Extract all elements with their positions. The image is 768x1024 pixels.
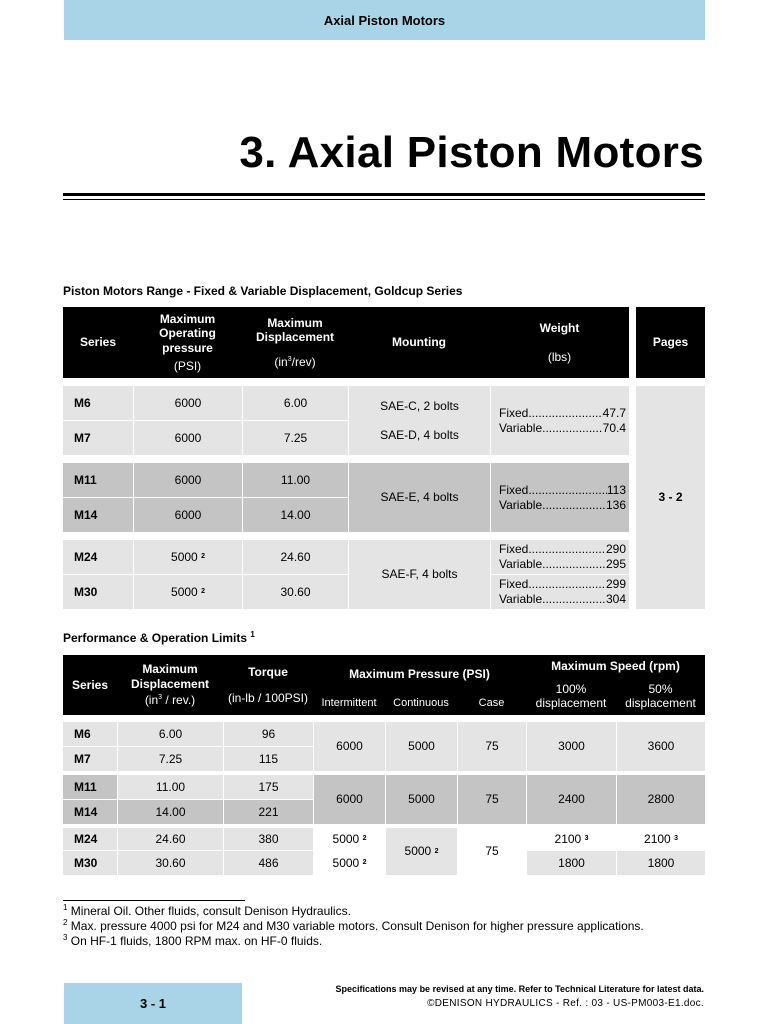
range-row-displacement: 7.25 [243, 421, 348, 455]
perf-header-speed-50 [616, 677, 705, 715]
mounting-m11-m14: SAE-E, 4 bolts [380, 490, 459, 505]
weight-variable-label: Variable [499, 592, 543, 606]
range-header-displacement-unit-sup: 3 [287, 355, 292, 363]
range-row-pressure-value: 5000 [171, 584, 198, 599]
perf-row-series: M30 [63, 851, 117, 875]
perf-header-displacement-unit-post: / rev.) [162, 693, 196, 708]
leader-dots [542, 421, 603, 436]
range-row-pressure-value: 5000 [171, 549, 198, 564]
perf-header-case-label: Case [478, 697, 505, 710]
perf-header-intermittent [313, 693, 385, 715]
perf-row-series: M11 [63, 775, 117, 799]
range-header-displacement [242, 307, 348, 378]
range-row-displacement: 14.00 [243, 498, 348, 532]
spec-note: Specifications may be revised at any time. Refer to Technical Literature for latest data. [335, 984, 704, 994]
perf-continuous-value: 5000 [404, 844, 432, 859]
mounting-m7: SAE-D, 4 bolts [380, 427, 459, 442]
weight-fixed-label: Fixed [499, 542, 529, 556]
perf-header-speed [526, 655, 705, 677]
range-row-displacement: 11.00 [243, 463, 348, 497]
perf-header-speed-label: Maximum Speed (rpm) [551, 658, 680, 673]
perf-table-caption-text: Performance & Operation Limits [63, 631, 248, 645]
range-row-pressure: 6000 [134, 498, 242, 532]
perf-header-torque-label: Torque [248, 664, 288, 679]
range-row-displacement: 24.60 [243, 540, 348, 574]
weight-fixed-line [499, 542, 626, 557]
perf-row-displacement: 24.60 [118, 828, 223, 850]
perf-case: 75 [458, 775, 526, 824]
perf-header-intermittent-label: Intermittent [321, 697, 377, 710]
leader-dots [542, 592, 606, 607]
weight-variable-line [499, 421, 626, 436]
footnote-text: On HF-1 fluids, 1800 RPM max. on HF-0 fluids. [70, 934, 323, 948]
range-header-pages-label: Pages [652, 335, 689, 350]
leader-dots [528, 406, 602, 421]
pages-cell: 3 - 2 [636, 386, 705, 609]
weight-fixed-label: Fixed [499, 482, 529, 497]
weight-fixed-value: 47.7 [602, 405, 626, 420]
weight-fixed-line [499, 406, 626, 421]
footnote-text: Mineral Oil. Other fluids, consult Denison Hydraulics. [70, 904, 351, 918]
weight-fixed-value: 113 [606, 482, 626, 497]
perf-speed-50-value: 2100 [644, 831, 671, 846]
mounting-m24-m30: SAE-F, 4 bolts [381, 567, 458, 582]
perf-header-speed-100-label: 100% displacement [535, 681, 607, 710]
weight-cell [491, 575, 629, 609]
weight-cell [491, 463, 629, 532]
weight-fixed-value: 290 [605, 542, 626, 556]
footnote-text: Max. pressure 4000 psi for M24 and M30 variable motors. Consult Denison for higher pressure applications. [70, 919, 644, 933]
perf-row-series: M24 [63, 828, 117, 850]
chapter-title: 3. Axial Piston Motors [239, 128, 704, 177]
perf-row-displacement: 11.00 [118, 775, 223, 799]
perf-case: 75 [458, 828, 526, 875]
weight-fixed-label: Fixed [499, 577, 529, 591]
perf-intermittent-value: 5000 [332, 855, 360, 870]
range-header-mounting-label: Mounting [392, 335, 446, 350]
weight-variable-line [499, 592, 626, 607]
footnote-mark: 3 [63, 933, 68, 942]
range-row-series: M11 [63, 463, 133, 497]
perf-speed-100: 1800 [527, 851, 616, 875]
perf-case: 75 [458, 722, 526, 771]
perf-row-torque: 175 [224, 775, 313, 799]
mounting-m6: SAE-C, 2 bolts [380, 399, 459, 414]
range-header-mounting [348, 307, 490, 378]
perf-continuous: 5000 [386, 722, 457, 771]
range-header-weight-unit: (lbs) [547, 349, 572, 364]
weight-fixed-label: Fixed [499, 405, 529, 420]
perf-row-displacement: 6.00 [118, 722, 223, 746]
range-header-weight [490, 307, 629, 378]
perf-row-displacement: 14.00 [118, 800, 223, 824]
range-row-series: M6 [63, 386, 133, 420]
perf-speed-100-value: 2100 [554, 831, 582, 846]
mounting-cell [349, 540, 490, 609]
range-row-pressure: 6000 [134, 386, 242, 420]
range-header-weight-label: Weight [539, 321, 580, 336]
perf-header-series [63, 655, 117, 715]
perf-header-pressure-label: Maximum Pressure (PSI) [349, 666, 490, 681]
weight-variable-label: Variable [499, 557, 543, 571]
weight-variable-value: 136 [605, 497, 626, 512]
leader-dots [528, 483, 607, 498]
perf-header-displacement [117, 655, 223, 715]
perf-row-torque: 221 [224, 800, 313, 824]
perf-row-series: M6 [63, 722, 117, 746]
perf-header-displacement-unit-pre: (in [144, 693, 159, 708]
page-number [64, 983, 242, 1024]
weight-variable-label: Variable [499, 420, 543, 435]
perf-header-torque [223, 655, 313, 715]
perf-row-series: M7 [63, 747, 117, 771]
perf-header-case [457, 693, 526, 715]
range-row-displacement: 30.60 [243, 575, 348, 609]
range-row-displacement: 6.00 [243, 386, 348, 420]
perf-speed-100: 2100 3 [527, 828, 616, 850]
range-row-pressure: 6000 [134, 463, 242, 497]
perf-header-continuous-label: Continuous [393, 697, 449, 710]
perf-table-caption [63, 631, 255, 645]
perf-header-speed-50-label: 50% displacement [625, 681, 696, 710]
weight-variable-value: 70.4 [602, 420, 626, 435]
weight-variable-label: Variable [499, 497, 543, 512]
perf-header-pressure [313, 655, 526, 693]
weight-variable-value: 295 [605, 557, 626, 571]
range-table-caption: Piston Motors Range - Fixed & Variable Displacement, Goldcup Series [63, 284, 463, 298]
range-row-series: M7 [63, 421, 133, 455]
range-row-pressure: 5000 2 [134, 540, 242, 574]
perf-row-torque: 486 [224, 851, 313, 875]
perf-row-series: M14 [63, 800, 117, 824]
perf-header-torque-unit: (in-lb / 100PSI) [227, 691, 309, 705]
perf-intermittent: 6000 [314, 722, 385, 771]
running-header-title: Axial Piston Motors [323, 12, 446, 28]
perf-row-displacement: 30.60 [118, 851, 223, 875]
copyright: ©DENISON HYDRAULICS - Ref. : 03 - US-PM003-E1.doc. [427, 998, 704, 1009]
perf-header-series-label: Series [71, 677, 109, 692]
perf-speed-50: 3600 [617, 722, 705, 771]
perf-intermittent-value: 5000 [332, 831, 360, 846]
weight-variable-value: 304 [605, 592, 626, 606]
mounting-cell [349, 463, 490, 532]
perf-intermittent: 5000 2 [314, 851, 385, 875]
range-header-pressure-label: Maximum Operating pressure [159, 311, 216, 355]
running-header [64, 0, 705, 40]
footnote-ref: 1 [250, 630, 255, 639]
footnote-mark: 1 [63, 903, 68, 912]
perf-row-torque: 96 [224, 722, 313, 746]
footnote [63, 919, 644, 933]
leader-dots [528, 577, 606, 592]
range-header-pressure-unit: (PSI) [173, 358, 202, 373]
footnote [63, 904, 351, 918]
perf-row-torque: 380 [224, 828, 313, 850]
range-header-pressure [133, 307, 242, 378]
weight-fixed-value: 299 [605, 577, 626, 591]
range-header-series-label: Series [79, 335, 117, 350]
footnote-mark: 2 [63, 918, 68, 927]
mounting-cell [349, 386, 490, 455]
range-row-series: M14 [63, 498, 133, 532]
title-rule [63, 193, 705, 196]
leader-dots [542, 498, 606, 513]
perf-speed-100: 3000 [527, 722, 616, 771]
footnote-rule [63, 900, 245, 901]
perf-row-torque: 115 [224, 747, 313, 771]
perf-speed-50: 2800 [617, 775, 705, 824]
perf-speed-50: 2100 3 [617, 828, 705, 850]
perf-speed-50: 1800 [617, 851, 705, 875]
weight-fixed-line [499, 483, 626, 498]
range-row-pressure: 5000 2 [134, 575, 242, 609]
range-row-pressure: 6000 [134, 421, 242, 455]
perf-header-continuous [385, 693, 457, 715]
weight-cell [491, 540, 629, 574]
perf-continuous: 5000 2 [386, 828, 457, 875]
footnote [63, 934, 322, 948]
weight-fixed-line [499, 577, 626, 592]
perf-intermittent: 6000 [314, 775, 385, 824]
weight-cell [491, 386, 629, 455]
leader-dots [528, 542, 606, 557]
perf-speed-100: 2400 [527, 775, 616, 824]
range-header-series [63, 307, 133, 378]
range-row-series: M24 [63, 540, 133, 574]
page-number-label: 3 - 1 [139, 996, 166, 1011]
perf-continuous: 5000 [386, 775, 457, 824]
range-row-series: M30 [63, 575, 133, 609]
range-header-pages [636, 307, 705, 378]
perf-header-displacement-unit-sup: 3 [158, 694, 163, 702]
range-header-displacement-unit-pre: (in [274, 354, 288, 369]
perf-header-displacement-label: Maximum Displacement [130, 662, 210, 691]
weight-variable-line [499, 557, 626, 572]
leader-dots [542, 557, 606, 572]
range-header-displacement-unit-post: /rev) [291, 354, 316, 369]
perf-intermittent: 5000 2 [314, 828, 385, 850]
weight-variable-line [499, 498, 626, 513]
title-rule-thin [63, 199, 705, 200]
perf-header-speed-100 [526, 677, 616, 715]
range-header-displacement-label: Maximum Displacement [255, 315, 335, 345]
perf-header-displacement-unit [145, 693, 195, 707]
perf-row-displacement: 7.25 [118, 747, 223, 771]
range-header-displacement-unit [274, 355, 315, 369]
